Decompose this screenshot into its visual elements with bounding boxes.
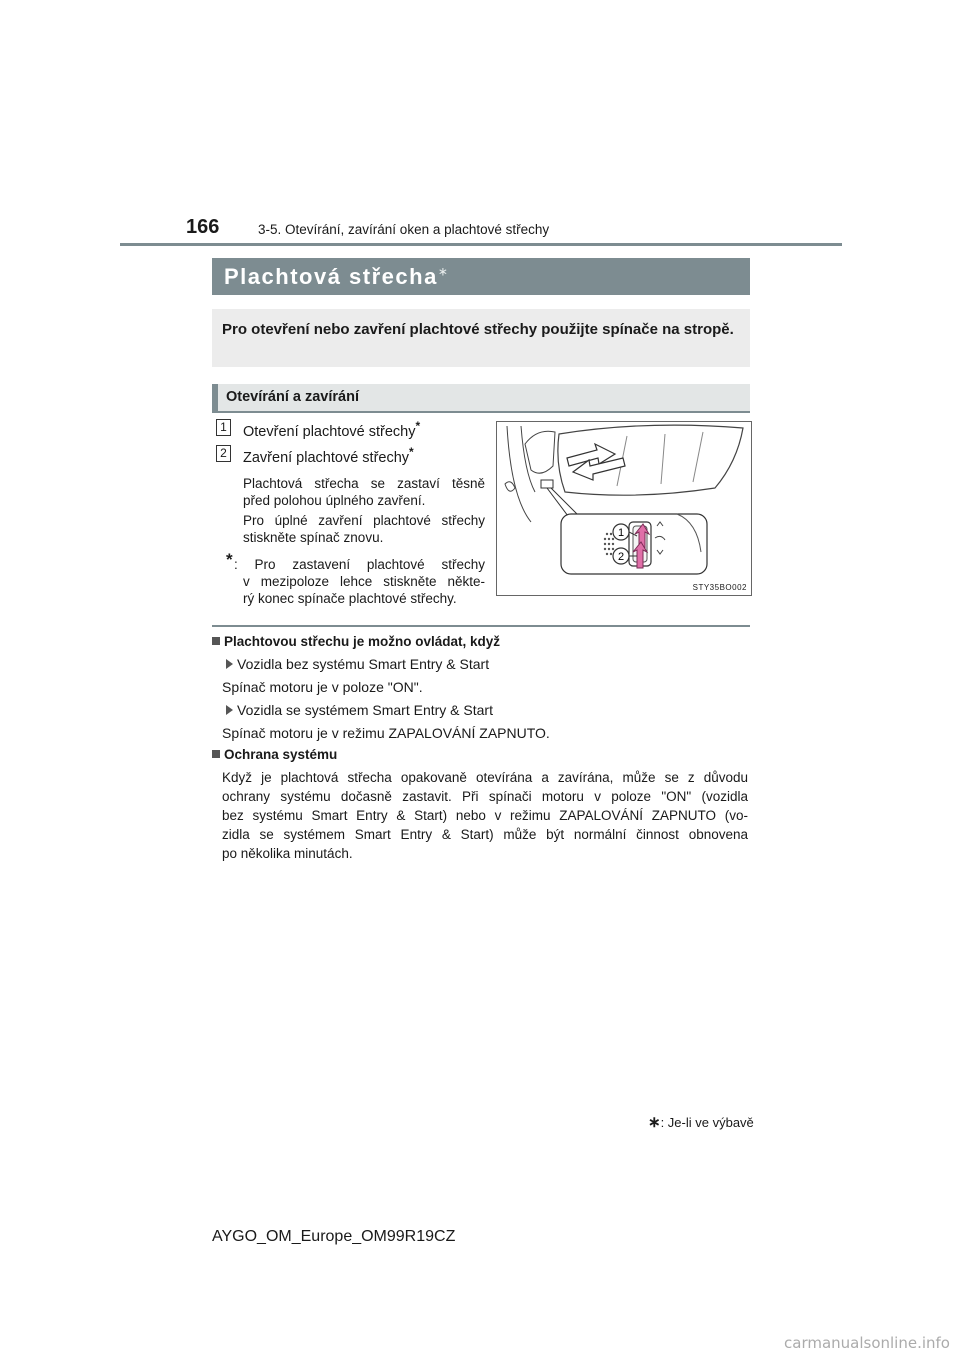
note-full-close: [243, 512, 485, 546]
protection-line-2: ochrany systému dočasně zastavit. Při spínači motoru v poloze "ON" (vozidla: [222, 789, 748, 804]
conditions-heading-text: Plachtovou střechu je možno ovládat, když: [224, 634, 501, 649]
watermark: carmanualsonline.info: [784, 1334, 950, 1352]
condition-1-title-text: Vozidla bez systému Smart Entry & Start: [237, 656, 490, 672]
availability-text: : Je-li ve výbavě: [660, 1115, 754, 1130]
chapter-title: 3-5. Otevírání, zavírání oken a plachtové střechy: [258, 222, 550, 237]
note-stop-line-2: před polohou úplného zavření.: [243, 493, 426, 508]
section-title-bar: [212, 258, 750, 295]
triangle-bullet-icon: [226, 705, 233, 715]
step-1-number: 1: [216, 419, 231, 436]
header-divider: [120, 243, 842, 246]
section-title-star: ∗: [437, 264, 448, 279]
conditions-heading: [212, 634, 500, 649]
step-2-star: *: [409, 445, 414, 459]
subsection-accent: [212, 384, 218, 411]
step-1-text: Otevření plachtové střechy: [243, 423, 416, 440]
condition-2-title-text: Vozidla se systémem Smart Entry & Start: [237, 702, 493, 718]
step-1-label: [243, 419, 420, 440]
step-2-text: Zavření plachtové střechy: [243, 449, 410, 466]
protection-line-5: po několika minutách.: [222, 846, 353, 861]
note-stop-line-1: Plachtová střecha se zastaví těsně: [243, 476, 485, 491]
protection-heading-text: Ochrana systému: [224, 747, 338, 762]
protection-paragraph: [222, 768, 748, 863]
square-bullet-icon: [212, 637, 220, 645]
figure-callout-1: 1: [617, 527, 625, 539]
footnote-star-marker: *: [226, 550, 233, 569]
protection-line-1: Když je plachtová střecha opakovaně otevírána a zavírána, může se z důvodu: [222, 770, 748, 785]
section-divider: [212, 625, 750, 627]
condition-2-title: [226, 702, 493, 718]
figure-code: STY35BO002: [692, 583, 747, 592]
note-stop-position: [243, 475, 485, 509]
intro-text: Pro otevření nebo zavření plachtové střechy použijte spínače na stropě.: [222, 321, 734, 338]
section-title-text: Plachtová střecha: [224, 264, 438, 289]
subsection-heading: [212, 384, 750, 413]
protection-heading: [212, 747, 337, 762]
triangle-bullet-icon: [226, 659, 233, 669]
note-footnote-line-2: v mezipoloze lehce stiskněte někte-: [243, 574, 485, 589]
intro-box: [212, 309, 750, 367]
note-full-line-2: stiskněte spínač znovu.: [243, 530, 384, 545]
step-2-label: [243, 445, 414, 466]
condition-2-text: Spínač motoru je v režimu ZAPALOVÁNÍ ZAPNUTO.: [222, 725, 550, 741]
square-bullet-icon: [212, 750, 220, 758]
figure-callout-2: 2: [617, 551, 625, 563]
note-full-line-1: Pro úplné zavření plachtové střechy: [243, 513, 485, 528]
document-id: AYGO_OM_Europe_OM99R19CZ: [212, 1228, 456, 1245]
condition-1-title: [226, 656, 489, 672]
sunroof-switch-illustration: [496, 421, 752, 596]
availability-footnote: [648, 1113, 754, 1131]
availability-star: ∗: [648, 1114, 661, 1131]
note-footnote: [234, 556, 485, 607]
step-2-number: 2: [216, 445, 231, 462]
note-footnote-line-3: rý konec spínače plachtové střechy.: [243, 591, 457, 606]
protection-line-3: bez systému Smart Entry & Start) nebo v režimu ZAPALOVÁNÍ ZAPNUTO (vo-: [222, 808, 748, 823]
step-1-star: *: [415, 419, 421, 433]
section-title: [224, 264, 448, 290]
note-footnote-line-1: : Pro zastavení plachtové střechy: [234, 557, 485, 572]
page-number: 166: [186, 216, 220, 238]
subsection-title: Otevírání a zavírání: [226, 389, 359, 405]
condition-1-text: Spínač motoru je v poloze "ON".: [222, 679, 423, 695]
switch-drawing: [497, 422, 751, 595]
protection-line-4: zidla se systémem Smart Entry & Start) může být normální činnost obnovena: [222, 827, 748, 842]
